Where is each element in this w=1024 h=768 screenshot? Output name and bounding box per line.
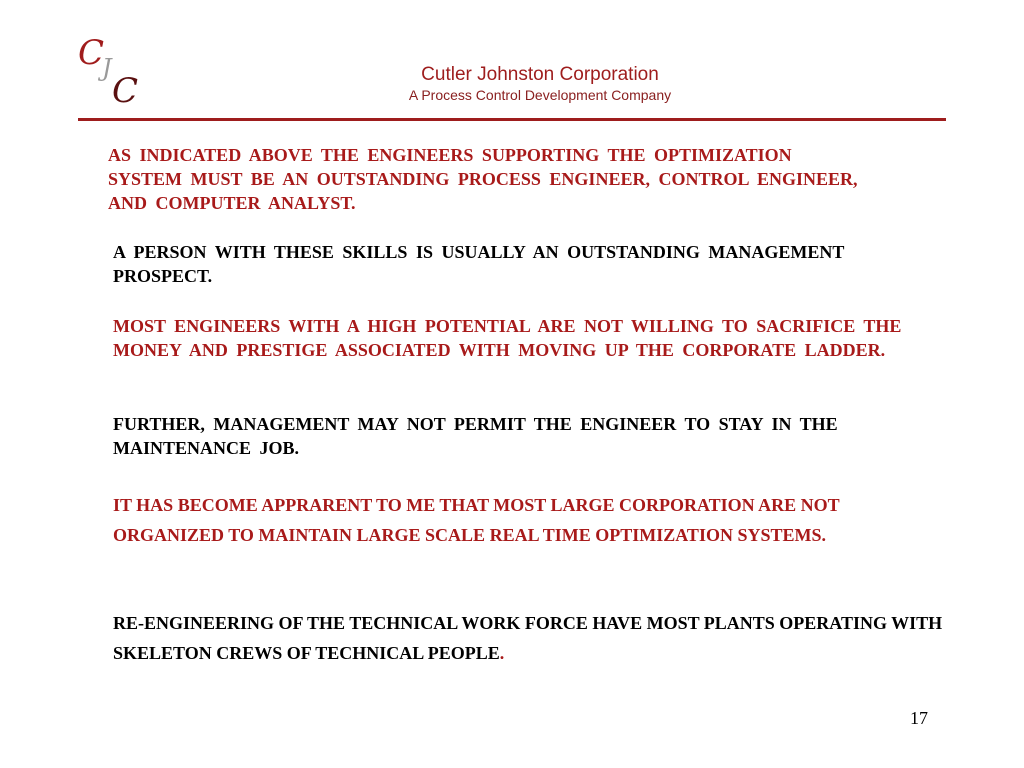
logo-letter-c: C	[78, 33, 105, 73]
page-number: 17	[910, 708, 928, 728]
logo-letter-j: J	[102, 54, 112, 82]
paragraph-reengineering-period: .	[499, 643, 505, 663]
paragraph-engineer-skills: AS INDICATED ABOVE THE ENGINEERS SUPPORTING THE OPTIMIZATION SYSTEM MUST BE AN OUTSTANDING PROCESS ENGINEER, CONTROL ENGINEER, AND COMPUTER ANALYST.	[108, 145, 858, 213]
logo-letter-c-second: C	[112, 71, 139, 111]
paragraph-reengineering	[113, 608, 943, 668]
company-header	[330, 64, 750, 104]
paragraph-corporate-organization: IT HAS BECOME APPRARENT TO ME THAT MOST LARGE CORPORATION ARE NOT ORGANIZED TO MAINTAIN LARGE SCALE REAL TIME OPTIMIZATION SYSTEMS.	[113, 495, 840, 545]
header-divider	[78, 118, 946, 121]
company-logo	[74, 34, 144, 114]
paragraph-maintenance-job: FURTHER, MANAGEMENT MAY NOT PERMIT THE ENGINEER TO STAY IN THE MAINTENANCE JOB.	[113, 414, 838, 458]
company-name: Cutler Johnston Corporation	[421, 64, 659, 85]
paragraph-management-prospect: A PERSON WITH THESE SKILLS IS USUALLY AN OUTSTANDING MANAGEMENT PROSPECT.	[113, 242, 845, 286]
company-tagline: A Process Control Development Company	[408, 87, 672, 103]
paragraph-engineer-potential: MOST ENGINEERS WITH A HIGH POTENTIAL ARE NOT WILLING TO SACRIFICE THE MONEY AND PRESTIGE ASSOCIATED WITH MOVING UP THE CORPORATE LADDER.	[113, 316, 902, 360]
paragraph-reengineering-text: RE-ENGINEERING OF THE TECHNICAL WORK FORCE HAVE MOST PLANTS OPERATING WITH SKELETON CREWS OF TECHNICAL PEOPLE	[113, 613, 943, 663]
